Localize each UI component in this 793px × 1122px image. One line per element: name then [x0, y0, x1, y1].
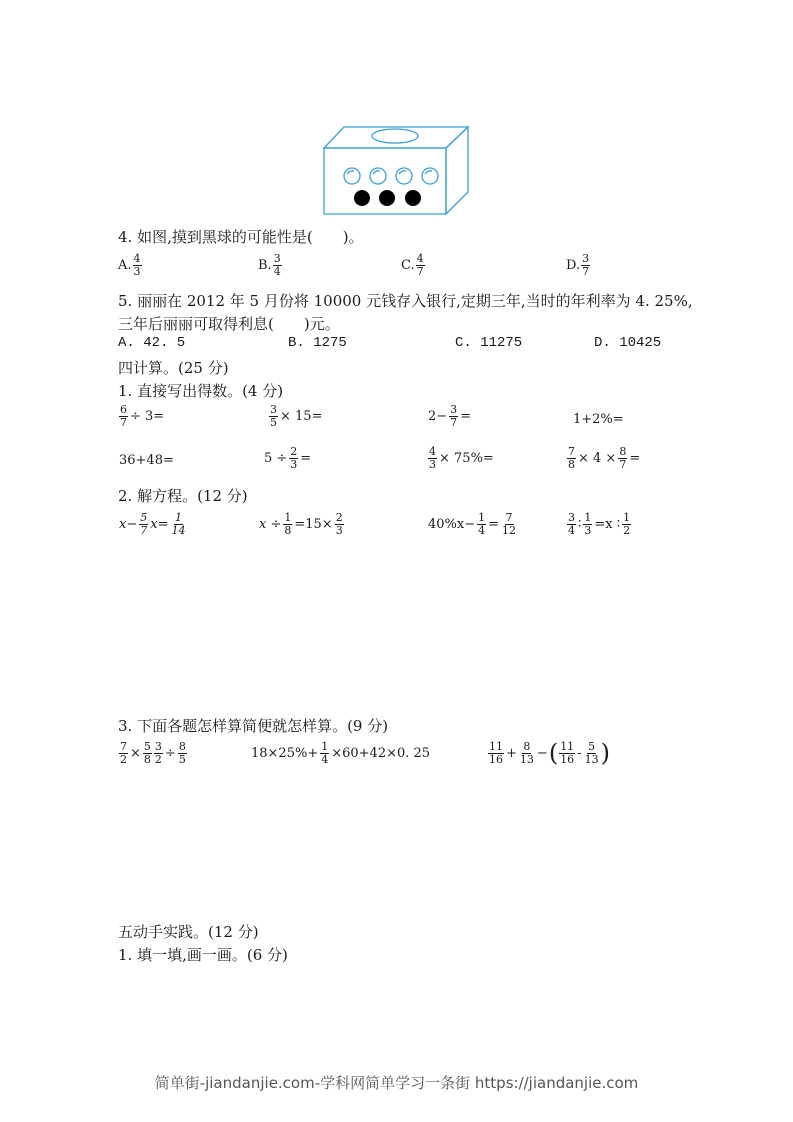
- simplify-2: 18×25%+ $\frac{1}{4}$ ×60+42×0. 25: [251, 740, 431, 766]
- simplify-3: $\frac{11}{16}$ + $\frac{8}{13}$ − ( $\frac{11}{16}$ - $\frac{5}{13}$ ): [489, 739, 610, 768]
- ball-black: [379, 190, 395, 206]
- equation-1: x− $\frac{5}{7}$ x= $\frac{1}{14}$: [119, 511, 186, 537]
- question-5-line1: 5. 丽丽在 2012 年 5 月份将 10000 元钱存入银行,定期三年,当时的年利率为 4. 25%,: [118, 292, 693, 310]
- q4-option-b[interactable]: B. $\frac{3}{4}$: [258, 252, 281, 278]
- ball-box-figure: [320, 124, 472, 216]
- section-5-title: 五动手实践。(12 分): [118, 923, 259, 941]
- q5-option-d[interactable]: D. 10425: [594, 335, 662, 351]
- q5-option-a[interactable]: A. 42. 5: [118, 335, 186, 351]
- calc-3: 2− $\frac{3}{7}$ =: [428, 403, 472, 429]
- calc-6: 5 ÷ $\frac{2}{3}$ =: [264, 445, 312, 471]
- equation-4: $\frac{3}{4}$ ∶ $\frac{1}{3}$ =x ∶ $\frac{1}{2}$: [568, 511, 631, 537]
- ball-shine: [373, 171, 380, 174]
- footer-watermark: 简单街-jiandanjie.com-学科网简单学习一条街 https://jiandanjie.com: [154, 1074, 639, 1092]
- box-opening: [372, 129, 418, 143]
- calc-2: $\frac{3}{5}$ × 15=: [270, 403, 323, 429]
- ball-shine: [425, 171, 432, 174]
- calc-8: $\frac{7}{8}$ × 4 × $\frac{8}{7}$ =: [568, 445, 641, 471]
- box-top: [324, 127, 468, 148]
- section-4-sub3: 3. 下面各题怎样算简便就怎样算。(9 分): [118, 717, 389, 735]
- calc-7: $\frac{4}{3}$ × 75%=: [429, 445, 494, 471]
- ball-black: [354, 190, 370, 206]
- section-4-title: 四计算。(25 分): [118, 359, 229, 377]
- q5-option-c[interactable]: C. 11275: [455, 335, 523, 351]
- calc-5: 36+48=: [119, 453, 174, 468]
- q4-option-d[interactable]: D. $\frac{3}{7}$: [566, 252, 590, 278]
- simplify-1: $\frac{7}{2}$ × $\frac{5}{8}$ $\frac{3}{2}$ ÷ $\frac{8}{5}$: [120, 740, 186, 766]
- calc-1: $\frac{6}{7}$ ÷ 3=: [120, 403, 165, 429]
- calc-4: 1+2%=: [573, 412, 624, 427]
- question-4-title: 4. 如图,摸到黑球的可能性是( )。: [118, 228, 364, 246]
- q4-option-a[interactable]: A. $\frac{4}{3}$: [118, 252, 141, 278]
- ball-shine: [347, 171, 354, 174]
- section-4-sub2: 2. 解方程。(12 分): [118, 487, 248, 505]
- q5-option-b[interactable]: B. 1275: [288, 335, 347, 351]
- box-side: [446, 127, 468, 214]
- section-4-sub1: 1. 直接写出得数。(4 分): [118, 382, 284, 400]
- question-5-line2: 三年后丽丽可取得利息( )元。: [118, 315, 340, 333]
- equation-3: 40%x− $\frac{1}{4}$ = $\frac{7}{12}$: [428, 511, 517, 537]
- ball-shine: [399, 171, 406, 174]
- section-5-sub1: 1. 填一填,画一画。(6 分): [118, 946, 288, 964]
- ball-black: [405, 190, 421, 206]
- q4-option-c[interactable]: C. $\frac{4}{7}$: [401, 252, 424, 278]
- equation-2: x ÷ $\frac{1}{8}$ =15× $\frac{2}{3}$: [259, 511, 343, 537]
